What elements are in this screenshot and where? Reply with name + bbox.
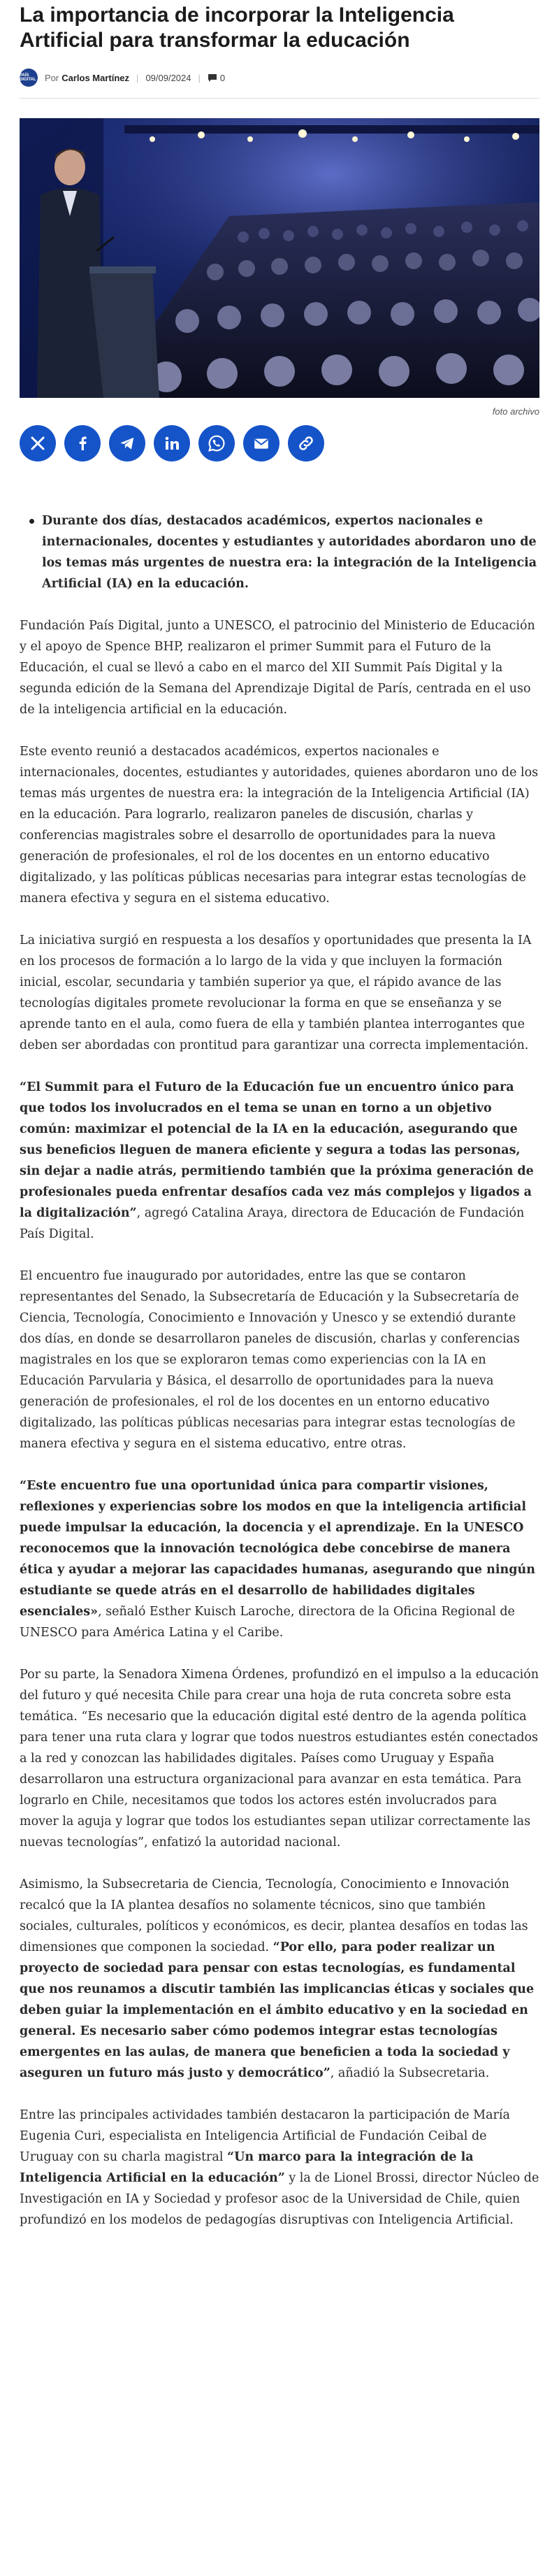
paragraph	[20, 1664, 539, 1853]
telegram-icon	[118, 434, 136, 452]
author-link[interactable]: Carlos Martínez	[61, 72, 130, 83]
quote-attribution: , añadió la Subsecretaria.	[330, 2066, 490, 2080]
paragraph-text: y la de Lionel Brossi, director Núcleo de Investigación en IA y Sociedad y profesor asoc de la Universidad de Chile, quien profundizó en los modelos de pedagogías disruptivas con Inteligencia Artificial.	[20, 2171, 539, 2227]
share-facebook-button[interactable]	[64, 425, 101, 461]
share-x-button[interactable]	[20, 425, 56, 461]
quote-attribution: , señaló Esther Kuisch Laroche, directora de la Oficina Regional de UNESCO para América Latina y el Caribe.	[20, 1605, 515, 1640]
share-copy-link-button[interactable]	[288, 425, 324, 461]
share-whatsapp-button[interactable]	[198, 425, 235, 461]
meta-divider: |	[198, 72, 201, 83]
paragraph-text: Por su parte, la Senadora Ximena Órdenes, profundizó en el impulso a la educación del futuro y qué necesita Chile para crear una hoja de ruta concreta sobre esta temática. “Es necesario que la educación digital esté dentro de la agenda política para tener una ruta clara y lograr que todos nuestros estudiantes estén conectados a la red y conozcan las habilidades digitales. Países como Uruguay y España desarrollaron una estructura organizacional para avanzar en esta temática. Para lograrlo en Chile, necesitamos que todos los actores estén involucrados para mover la aguja y lograr que todos los estudiantes sepan utilizar correctamente las nuevas tecnologías”	[20, 1668, 539, 1849]
quote-bold: “El Summit para el Futuro de la Educación fue un encuentro único para que todos los involucrados en el tema se unan en torno a un objetivo común: maximizar el potencial de la IA en la educación, asegurando que sus beneficios lleguen de manera eficiente y segura a todas las personas, sin dejar a nadie atrás, permitiendo también que la próxima generación de profesionales pueda enfrentar desafíos cada vez más complejos y ligados a la digitalización”	[20, 1080, 534, 1220]
quote-bold: “Este encuentro fue una oportunidad única para compartir visiones, reflexiones y experiencias sobre los modos en que la inteligencia artificial puede impulsar la educación, la docencia y el aprendizaje. En la UNESCO reconocemos que la innovación tecnológica debe concebirse de manera ética y ayudar a mejorar las capacidades humanas, asegurando que ningún estudiante se quede atrás en el desarrollo de habilidades digitales esenciales»	[20, 1479, 535, 1619]
by-label: Por	[45, 72, 59, 83]
share-bar	[20, 425, 539, 461]
whatsapp-icon	[208, 434, 226, 452]
link-icon	[297, 434, 315, 452]
linkedin-icon	[164, 435, 180, 452]
share-telegram-button[interactable]	[109, 425, 145, 461]
article-body	[20, 510, 539, 2231]
talk-title: “Un marco para la integración de la Inteligencia Artificial en la educación”	[20, 2150, 474, 2185]
article-meta	[20, 69, 539, 87]
x-icon	[29, 435, 46, 452]
paragraph	[20, 1475, 539, 1643]
author-avatar[interactable]: PAÍS DIGITAL	[20, 69, 38, 87]
paragraph: Este evento reunió a destacados académicos, expertos nacionales e internacionales, docentes, estudiantes y autoridades, quienes abordaron uno de los temas más urgentes de nuestra era: la integración de la Inteligencia Artificial (IA) en la educación. Para lograrlo, realizaron paneles de discusión, charlas y conferencias magistrales sobre el desarrollo de oportunidades para la nueva generación de profesionales, el rol de los docentes en un entorno educativo digitalizado, y las políticas públicas necesarias para integrar estas tecnologías de manera efectiva y segura en el sistema educativo.	[20, 745, 539, 906]
email-icon	[252, 434, 270, 452]
share-email-button[interactable]	[243, 425, 280, 461]
facebook-icon	[74, 435, 91, 452]
publish-date: 09/09/2024	[145, 72, 191, 83]
paragraph	[20, 1077, 539, 1245]
paragraph-text: Entre las principales actividades también destacaron la participación de María Eugenia Curi, especialista en Inteligencia Artificial de Fundación Ceibal de Uruguay con su charla magistral	[20, 2108, 510, 2164]
comment-icon	[208, 73, 217, 83]
paragraph	[20, 1874, 539, 2084]
quote-attribution: , enfatizó la autoridad nacional.	[144, 1836, 341, 1849]
comment-count: 0	[219, 72, 226, 83]
paragraph: El encuentro fue inaugurado por autoridades, entre las que se contaron representantes del Senado, la Subsecretaría de Educación y la Subsecretaría de Ciencia, Tecnología, Conocimiento e Innovación y Unesco y se extendió durante dos días, en donde se desarrollaron paneles de discusión, charlas y conferencias magistrales en los que se exploraron temas como experiencias con la IA en Educación Parvularia y Básica, el desarrollo de oportunidades para la nueva generación de profesionales, el rol de los docentes en un entorno educativo digitalizado, las políticas públicas necesarias para integrar estas tecnologías de manera efectiva y segura en el sistema educativo, entre otras.	[20, 1269, 520, 1451]
image-caption: foto archivo	[492, 406, 539, 417]
meta-divider: |	[136, 72, 139, 83]
share-linkedin-button[interactable]	[154, 425, 190, 461]
comments-link[interactable]	[208, 73, 225, 83]
paragraph-text: Asimismo, la Subsecretaria de Ciencia, Tecnología, Conocimiento e Innovación recalcó que la IA plantea desafíos no solamente técnicos, sino que también sociales, culturales, políticos y económicos, es decir, plantea desafíos en todas las dimensiones que componen la sociedad.	[20, 1877, 528, 1954]
meta-divider-line	[20, 98, 539, 99]
summary-item: Durante dos días, destacados académicos, expertos nacionales e internacionales, docentes y estudiantes y autoridades abordaron uno de los temas más urgentes de nuestra era: la integración de la Inteligencia Artificial (IA) en la educación.	[29, 510, 539, 594]
conference-photo	[20, 118, 539, 398]
quote-attribution: , agregó Catalina Araya, directora de Educación de Fundación País Digital.	[20, 1206, 525, 1241]
article-title: La importancia de incorporar la Inteligencia Artificial para transformar la educación	[20, 3, 454, 52]
quote-bold: “Por ello, para poder realizar un proyecto de sociedad para pensar con estas tecnologías, es fundamental que nos reunamos a discutir también las implicancias éticas y sociales que deben guiar la implementación en el ámbito educativo y en la sociedad en general. Es necesario saber cómo podemos integrar estas tecnologías emergentes en las aulas, de manera que beneficien a toda la sociedad y aseguren un futuro más justo y democrático”	[20, 1940, 535, 2080]
hero-image	[20, 118, 539, 398]
summary-list	[20, 510, 539, 594]
paragraph: Fundación País Digital, junto a UNESCO, el patrocinio del Ministerio de Educación y el apoyo de Spence BHP, realizaron el primer Summit para el Futuro de la Educación, el cual se llevó a cabo en el marco del XII Summit País Digital y la segunda edición de la Semana del Aprendizaje Digital de París, centrada en el uso de la inteligencia artificial en la educación.	[20, 619, 535, 717]
paragraph	[20, 2105, 539, 2231]
paragraph: La iniciativa surgió en respuesta a los desafíos y oportunidades que presenta la IA en los procesos de formación a lo largo de la vida y que incluyen la formación inicial, escolar, secundaria y también superior ya que, el rápido avance de las tecnologías digitales promete revolucionar la forma en que se enseñanza y se aprende tanto en el aula, como fuera de ella y también plantea interrogantes que deben ser abordadas con prontitud para garantizar una correcta implementación.	[20, 933, 532, 1052]
